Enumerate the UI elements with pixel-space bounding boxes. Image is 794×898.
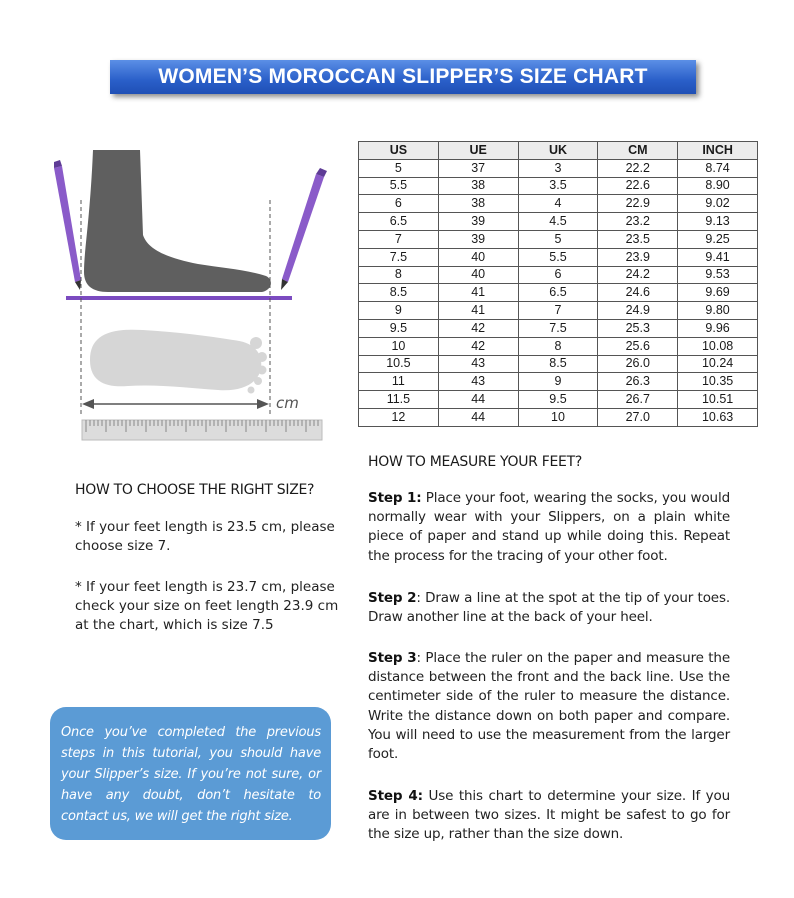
table-cell: 38: [438, 177, 518, 195]
table-cell: 3.5: [518, 177, 598, 195]
header-cm: CM: [598, 142, 678, 160]
table-cell: 10.63: [678, 408, 758, 426]
table-cell: 9: [518, 373, 598, 391]
table-cell: 7: [359, 230, 439, 248]
step-3: [368, 649, 730, 764]
table-cell: 9.13: [678, 213, 758, 231]
table-cell: 22.9: [598, 195, 678, 213]
table-cell: 10: [518, 408, 598, 426]
table-cell: 6.5: [359, 213, 439, 231]
step-4-label: Step 4:: [368, 788, 423, 804]
ruler: [82, 420, 322, 440]
step-4-text: Use this chart to determine your size. If you are in between two sizes. It might be safest to go for the size up, rather than the size down.: [368, 788, 730, 843]
size-chart-table: [358, 141, 758, 427]
step-1: [368, 489, 730, 566]
step-3-label: Step 3: [368, 650, 417, 666]
table-cell: 8.5: [359, 284, 439, 302]
table-cell: 24.2: [598, 266, 678, 284]
step-2: [368, 589, 730, 627]
pencil-left-icon: [54, 160, 81, 290]
header-ue: UE: [438, 142, 518, 160]
table-cell: 10.51: [678, 391, 758, 409]
table-cell: 9.5: [518, 391, 598, 409]
table-cell: 8.90: [678, 177, 758, 195]
table-row: [359, 302, 758, 320]
table-cell: 6.5: [518, 284, 598, 302]
table-cell: 9.80: [678, 302, 758, 320]
table-cell: 41: [438, 302, 518, 320]
contact-note-box: [50, 707, 331, 840]
contact-note-text: Once you’ve completed the previous steps in this tutorial, you should have your Slipper’s size. If you’re not sure, or have any doubt, don’t hesitate to contact us, we will get the right size.: [61, 725, 321, 824]
table-row: [359, 159, 758, 177]
table-cell: 37: [438, 159, 518, 177]
title-banner: [110, 60, 696, 94]
table-cell: 26.7: [598, 391, 678, 409]
table-cell: 3: [518, 159, 598, 177]
header-uk: UK: [518, 142, 598, 160]
table-cell: 8: [518, 337, 598, 355]
table-cell: 9.53: [678, 266, 758, 284]
table-cell: 10.24: [678, 355, 758, 373]
table-row: [359, 355, 758, 373]
table-cell: 38: [438, 195, 518, 213]
table-cell: 9.5: [359, 319, 439, 337]
step-2-text: : Draw a line at the spot at the tip of your toes. Draw another line at the back of your heel.: [368, 590, 730, 626]
header-inch: INCH: [678, 142, 758, 160]
table-cell: 8.74: [678, 159, 758, 177]
table-row: [359, 319, 758, 337]
table-cell: 6: [518, 266, 598, 284]
table-cell: 39: [438, 230, 518, 248]
table-cell: 6: [359, 195, 439, 213]
table-cell: 8.5: [518, 355, 598, 373]
table-cell: 26.3: [598, 373, 678, 391]
table-cell: 40: [438, 266, 518, 284]
step-4: [368, 787, 730, 845]
table-cell: 7: [518, 302, 598, 320]
table-row: [359, 248, 758, 266]
foot-side-view: [84, 150, 271, 292]
table-cell: 9: [359, 302, 439, 320]
measure-feet-heading: HOW TO MEASURE YOUR FEET?: [368, 454, 582, 470]
table-cell: 5: [518, 230, 598, 248]
table-cell: 5.5: [359, 177, 439, 195]
table-cell: 4: [518, 195, 598, 213]
table-row: [359, 391, 758, 409]
table-cell: 10.08: [678, 337, 758, 355]
table-cell: 11: [359, 373, 439, 391]
table-header-row: [359, 142, 758, 160]
table-cell: 41: [438, 284, 518, 302]
table-cell: 43: [438, 355, 518, 373]
table-cell: 25.6: [598, 337, 678, 355]
table-cell: 27.0: [598, 408, 678, 426]
table-cell: 5.5: [518, 248, 598, 266]
table-cell: 22.6: [598, 177, 678, 195]
table-row: [359, 230, 758, 248]
table-cell: 26.0: [598, 355, 678, 373]
table-cell: 11.5: [359, 391, 439, 409]
table-cell: 22.2: [598, 159, 678, 177]
table-cell: 24.9: [598, 302, 678, 320]
table-cell: 43: [438, 373, 518, 391]
table-cell: 44: [438, 408, 518, 426]
table-row: [359, 266, 758, 284]
table-cell: 9.02: [678, 195, 758, 213]
table-cell: 24.6: [598, 284, 678, 302]
table-cell: 5: [359, 159, 439, 177]
table-cell: 12: [359, 408, 439, 426]
table-row: [359, 373, 758, 391]
table-row: [359, 177, 758, 195]
step-3-text: : Place the ruler on the paper and measure the distance between the front and the back line. Use the centimeter side of the ruler to measure the distance. Write the distance down on both paper and compare. You will need to use the measurement from the larger foot.: [368, 650, 730, 763]
table-cell: 23.9: [598, 248, 678, 266]
table-cell: 23.2: [598, 213, 678, 231]
table-row: [359, 284, 758, 302]
step-2-label: Step 2: [368, 590, 417, 606]
step-1-label: Step 1:: [368, 490, 422, 506]
table-cell: 9.41: [678, 248, 758, 266]
unit-label: cm: [276, 394, 299, 412]
page-title: WOMEN’S MOROCCAN SLIPPER’S SIZE CHART: [158, 65, 648, 88]
choose-size-heading: HOW TO CHOOSE THE RIGHT SIZE?: [75, 482, 315, 498]
table-cell: 10: [359, 337, 439, 355]
table-row: [359, 195, 758, 213]
table-cell: 7.5: [518, 319, 598, 337]
table-row: [359, 337, 758, 355]
table-cell: 25.3: [598, 319, 678, 337]
table-cell: 9.25: [678, 230, 758, 248]
table-cell: 23.5: [598, 230, 678, 248]
table-cell: 4.5: [518, 213, 598, 231]
table-cell: 9.69: [678, 284, 758, 302]
table-cell: 9.96: [678, 319, 758, 337]
table-cell: 40: [438, 248, 518, 266]
pencil-right-icon: [281, 168, 327, 290]
table-cell: 10.5: [359, 355, 439, 373]
table-row: [359, 408, 758, 426]
foot-measurement-illustration: [48, 140, 338, 445]
step-1-text: Place your foot, wearing the socks, you would normally wear with your Slippers, on a plain white piece of paper and stand up while doing this. Repeat the process for the tracing of your other foot.: [368, 490, 730, 564]
table-cell: 8: [359, 266, 439, 284]
table-cell: 39: [438, 213, 518, 231]
table-cell: 10.35: [678, 373, 758, 391]
choose-tip-2: * If your feet length is 23.7 cm, please check your size on feet length 23.9 cm at the chart, which is size 7.5: [75, 579, 339, 633]
table-row: [359, 213, 758, 231]
table-cell: 42: [438, 337, 518, 355]
footprint: [90, 330, 261, 391]
table-cell: 44: [438, 391, 518, 409]
table-cell: 7.5: [359, 248, 439, 266]
header-us: US: [359, 142, 439, 160]
table-cell: 42: [438, 319, 518, 337]
choose-tip-1: * If your feet length is 23.5 cm, please choose size 7.: [75, 519, 335, 554]
